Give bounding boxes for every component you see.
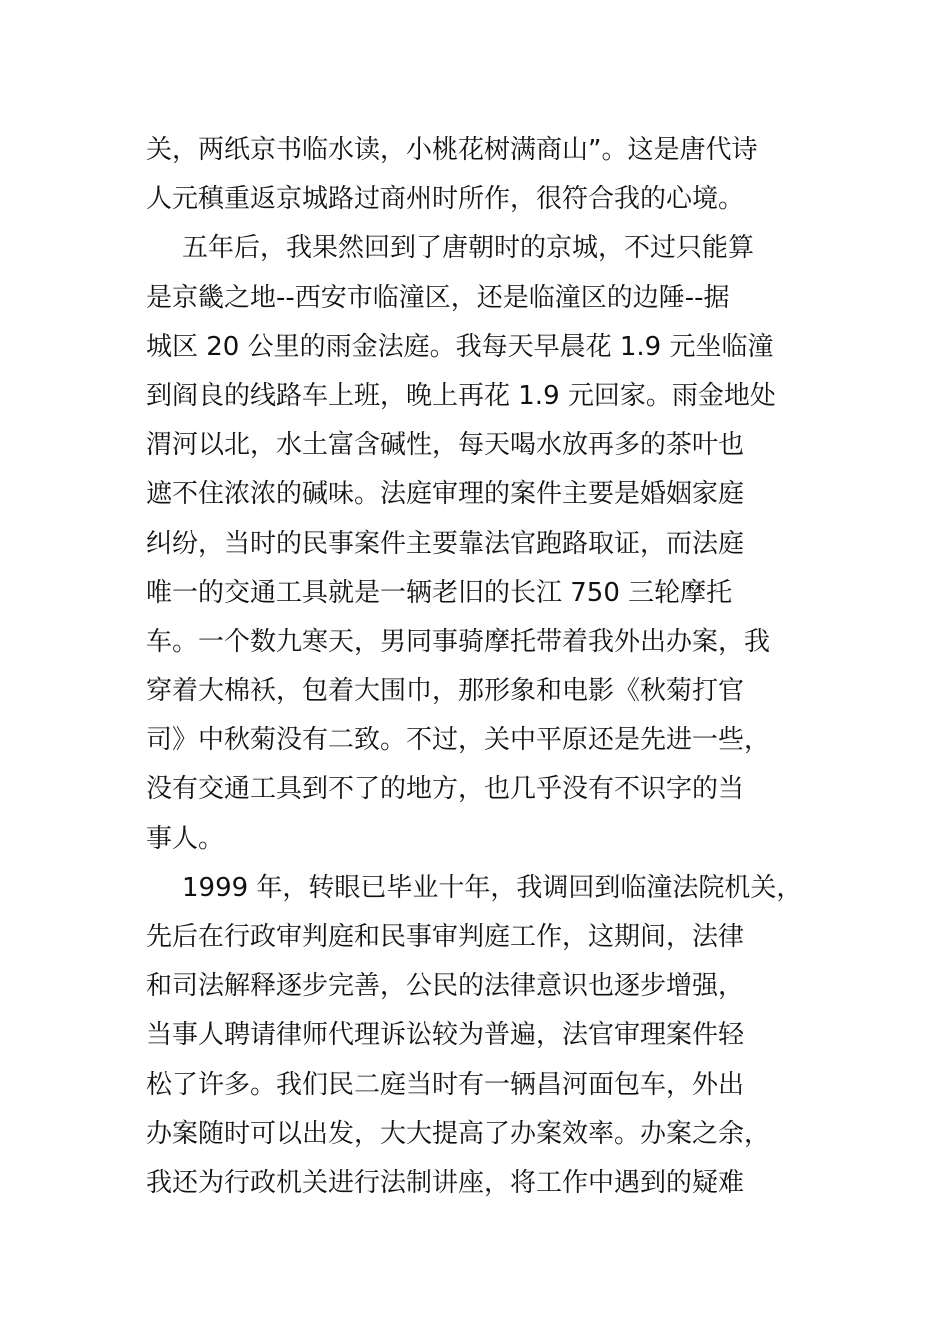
text-line: 人元稹重返京城路过商州时所作，很符合我的心境。 [146, 184, 745, 215]
text-line: 我还为行政机关进行法制讲座，将工作中遇到的疑难 [146, 1167, 745, 1198]
text-line: 先后在行政审判庭和民事审判庭工作，这期间，法律 [146, 922, 745, 952]
body-text [146, 126, 826, 1208]
text-line: 司》中秋菊没有二致。不过，关中平原还是先进一些， [146, 725, 771, 756]
paragraph-start-line: 五年后，我果然回到了唐朝时的京城，不过只能算 [182, 233, 755, 264]
text-line: 和司法解释逐步完善，公民的法律意识也逐步增强， [146, 971, 745, 1002]
text-line: 渭河以北，水土富含碱性，每天喝水放再多的茶叶也 [146, 430, 745, 461]
text-line: 城区 20 公里的雨金法庭。我每天早晨花 1.9 元坐临潼 [146, 331, 774, 362]
text-line: 没有交通工具到不了的地方，也几乎没有不识字的当 [146, 774, 745, 805]
text-line: 唯一的交通工具就是一辆老旧的长江 750 三轮摩托 [146, 577, 733, 608]
text-line: 纠纷，当时的民事案件主要靠法官跑路取证，而法庭 [146, 528, 745, 559]
text-line: 当事人聘请律师代理诉讼较为普遍，法官审理案件轻 [146, 1020, 745, 1051]
text-line: 遮不住浓浓的碱味。法庭审理的案件主要是婚姻家庭 [146, 479, 745, 510]
text-line: 穿着大棉袄，包着大围巾，那形象和电影《秋菊打官 [146, 676, 745, 707]
text-line: 办案随时可以出发，大大提高了办案效率。办案之余， [146, 1118, 771, 1149]
text-line: 到阎良的线路车上班，晚上再花 1.9 元回家。雨金地处 [146, 380, 776, 411]
paragraph-start-line: 1999 年，转眼已毕业十年，我调回到临潼法院机关， [182, 872, 803, 903]
text-line: 车。一个数九寒天，男同事骑摩托带着我外出办案，我 [146, 626, 771, 657]
text-line: 松了许多。我们民二庭当时有一辆昌河面包车，外出 [146, 1069, 745, 1100]
text-line: 关，两纸京书临水读，小桃花树满商山”。这是唐代诗 [146, 135, 758, 165]
text-line: 事人。 [146, 823, 225, 854]
text-line: 是京畿之地--西安市临潼区，还是临潼区的边陲--据 [146, 282, 730, 313]
